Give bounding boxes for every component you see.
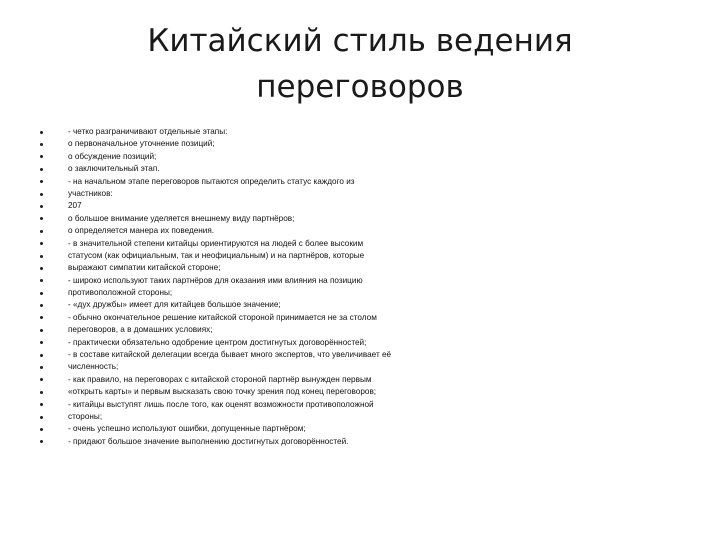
bullet-item	[40, 411, 460, 423]
bullet-item	[40, 361, 460, 373]
bullet-item	[40, 436, 460, 448]
bullet-item	[40, 349, 460, 361]
bullet-item	[40, 188, 460, 200]
bullet-dot-icon	[40, 279, 43, 282]
bullet-text: статусом (как официальным, так и неофициальным) и на партнёров, которые	[68, 250, 365, 260]
bullet-text: численность;	[68, 362, 119, 372]
bullet-item	[40, 238, 460, 250]
bullet-dot-icon	[40, 416, 43, 419]
bullet-item	[40, 374, 460, 386]
bullet-item	[40, 299, 460, 311]
bullet-dot-icon	[40, 230, 43, 233]
bullet-item	[40, 324, 460, 336]
bullet-dot-icon	[40, 155, 43, 158]
bullet-dot-icon	[40, 143, 43, 146]
bullet-item	[40, 138, 460, 150]
bullet-item	[40, 337, 460, 349]
bullet-text: - как правило, на переговорах с китайской стороной партнёр вынужден первым	[68, 374, 372, 384]
bullet-item	[40, 312, 460, 324]
bullet-text: выражают симпатии китайской стороне;	[68, 263, 221, 273]
bullet-item	[40, 163, 460, 175]
bullet-dot-icon	[40, 255, 43, 258]
bullet-text: 207	[68, 201, 82, 211]
bullet-text: стороны;	[68, 411, 103, 421]
bullet-text: - очень успешно используют ошибки, допущенные партнёром;	[68, 424, 306, 434]
bullet-dot-icon	[40, 341, 43, 344]
bullet-text: о обсуждение позиций;	[68, 151, 157, 161]
bullet-dot-icon	[40, 193, 43, 196]
bullet-text: - на начальном этапе переговоров пытаются определить статус каждого из	[68, 176, 355, 186]
bullet-dot-icon	[40, 131, 43, 134]
bullet-dot-icon	[40, 292, 43, 295]
bullet-dot-icon	[40, 329, 43, 332]
bullet-item	[40, 225, 460, 237]
bullet-dot-icon	[40, 267, 43, 270]
bullet-dot-icon	[40, 428, 43, 431]
bullet-dot-icon	[40, 316, 43, 319]
bullet-item	[40, 200, 460, 212]
bullet-text: участников:	[68, 188, 113, 198]
bullet-text: «открыть карты» и первым высказать свою точку зрения под конец переговоров;	[68, 387, 377, 397]
bullet-item	[40, 176, 460, 188]
bullet-text: о заключительный этап.	[68, 164, 160, 174]
bullet-dot-icon	[40, 378, 43, 381]
bullet-item	[40, 151, 460, 163]
bullet-list	[40, 126, 460, 448]
bullet-text: о определяется манера их поведения.	[68, 226, 215, 236]
bullet-dot-icon	[40, 304, 43, 307]
bullet-text: - обычно окончательное решение китайской стороной принимается не за столом	[68, 312, 377, 322]
slide-title-line-1: Китайский стиль ведения	[147, 23, 573, 59]
bullet-item	[40, 262, 460, 274]
bullet-dot-icon	[40, 168, 43, 171]
bullet-text: - китайцы выступят лишь после того, как оценят возможности противоположной	[68, 399, 374, 409]
bullet-dot-icon	[40, 242, 43, 245]
slide-title-line-2: переговоров	[256, 69, 464, 105]
bullet-item	[40, 386, 460, 398]
bullet-item	[40, 275, 460, 287]
bullet-item	[40, 399, 460, 411]
bullet-text: - «дух дружбы» имеет для китайцев большое значение;	[68, 300, 281, 310]
bullet-item	[40, 423, 460, 435]
bullet-text: переговоров, а в домашних условиях;	[68, 325, 213, 335]
bullet-text: противоположной стороны;	[68, 288, 173, 298]
bullet-dot-icon	[40, 366, 43, 369]
bullet-text: - четко разграничивают отдельные этапы:	[68, 127, 228, 136]
bullet-dot-icon	[40, 180, 43, 183]
bullet-dot-icon	[40, 403, 43, 406]
bullet-item	[40, 250, 460, 262]
bullet-text: - в составе китайской делегации всегда бывает много экспертов, что увеличивает её	[68, 350, 392, 360]
bullet-dot-icon	[40, 391, 43, 394]
bullet-text: - практически обязательно одобрение центром достигнутых договорённостей;	[68, 337, 367, 347]
bullet-item	[40, 126, 460, 138]
bullet-dot-icon	[40, 440, 43, 443]
bullet-dot-icon	[40, 205, 43, 208]
bullet-dot-icon	[40, 354, 43, 357]
bullet-text: - в значительной степени китайцы ориентируются на людей с более высоким	[68, 238, 364, 248]
bullet-item	[40, 213, 460, 225]
bullet-text: - широко используют таких партнёров для оказания ими влияния на позицию	[68, 275, 363, 285]
slide-title	[130, 18, 590, 110]
bullet-text: - придают большое значение выполнению достигнутых договорённостей.	[68, 436, 349, 446]
bullet-text: о первоначальное уточнение позиций;	[68, 139, 215, 149]
bullet-text: о большое внимание уделяется внешнему виду партнёров;	[68, 213, 295, 223]
bullet-dot-icon	[40, 217, 43, 220]
bullet-item	[40, 287, 460, 299]
